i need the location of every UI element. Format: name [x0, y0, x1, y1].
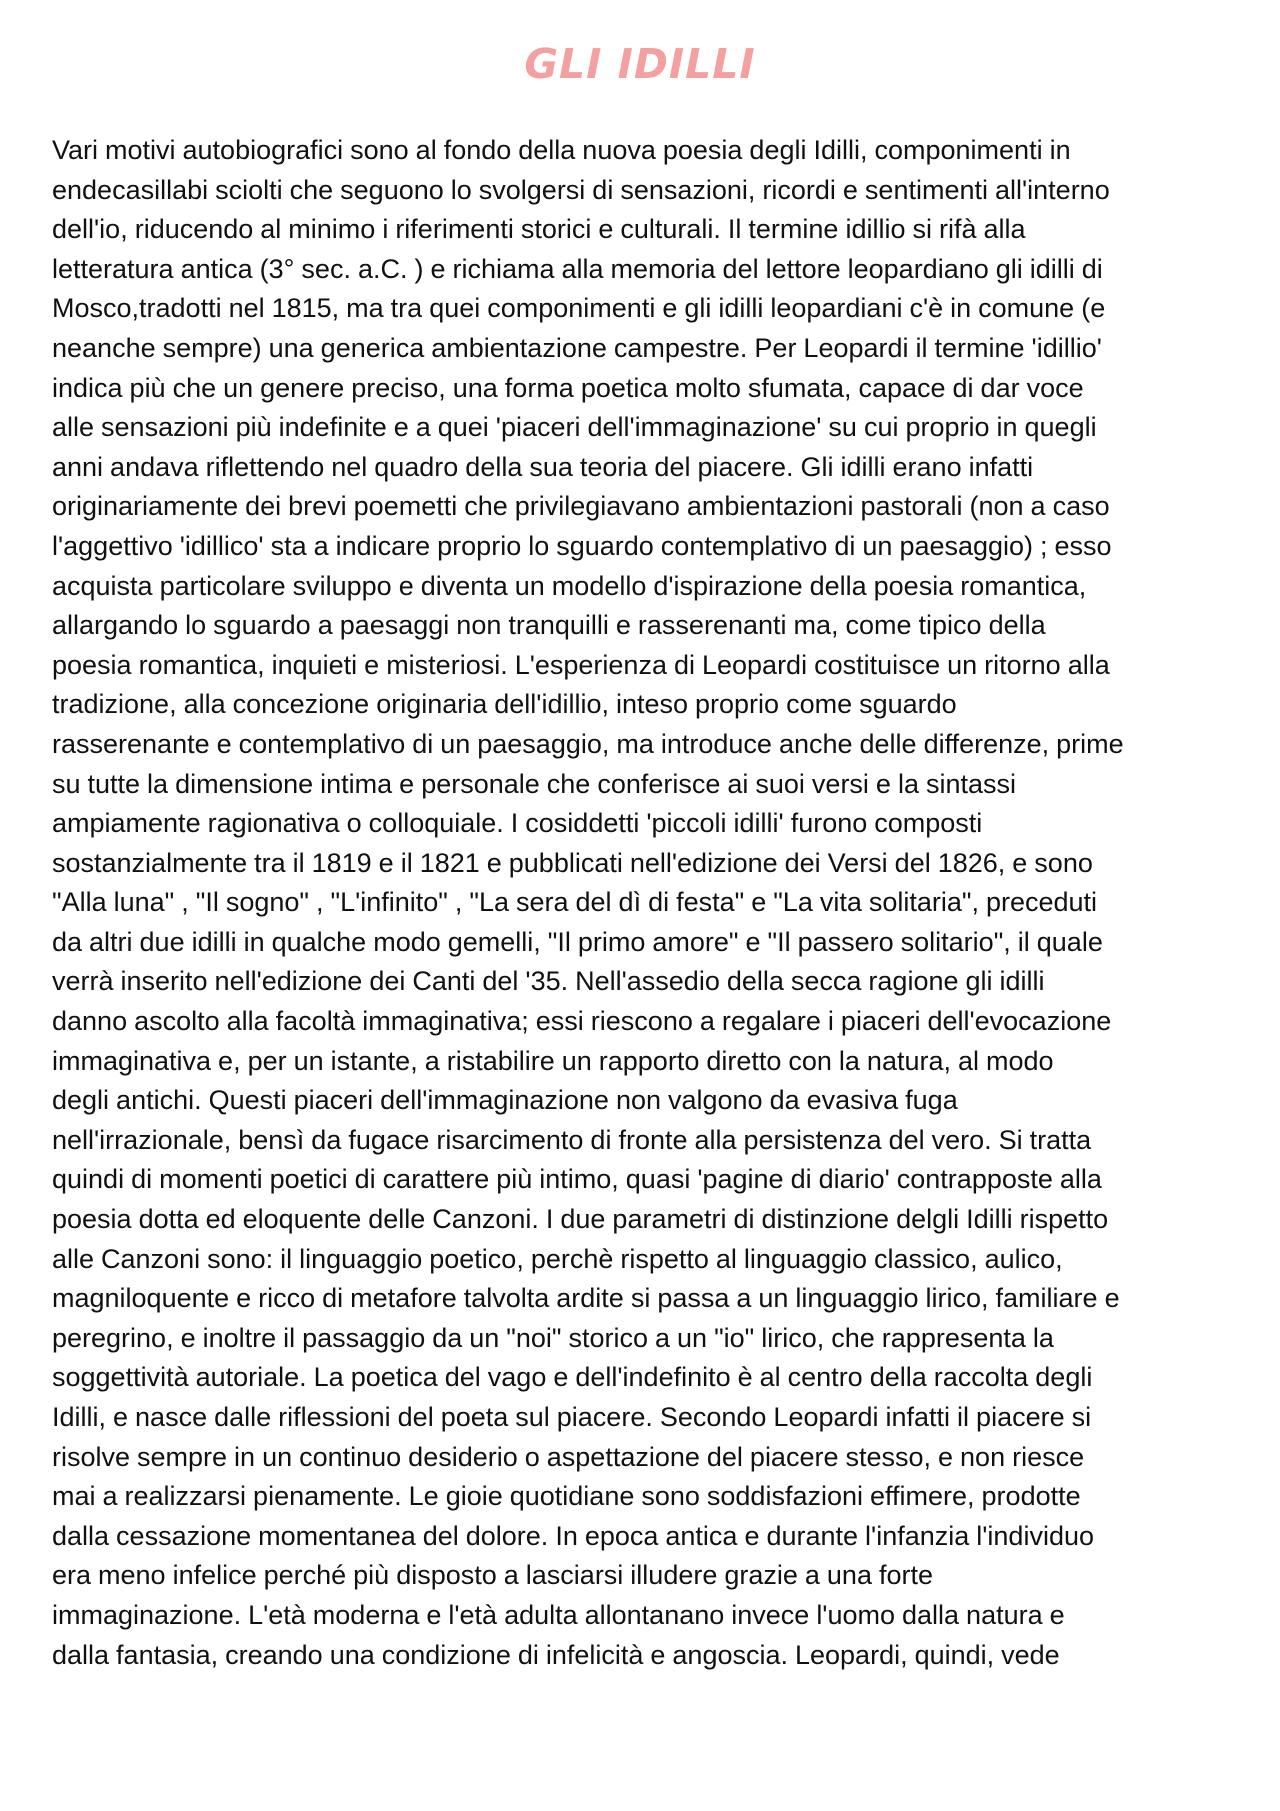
page-title: GLI IDILLI — [524, 40, 756, 88]
body-text: Vari motivi autobiografici sono al fondo della nuova poesia degli Idilli, componimenti in endecasillabi sciolti che seguono lo svolgersi di sensazioni, ricordi e sentimenti all'interno dell'io, riducendo al minimo i riferimenti storici e culturali. Il termine idillio si rifà alla letteratura antica (3° sec. a.C. ) e richiama alla memoria del lettore leopardiano gli idilli di Mosco,tradotti nel 1815, ma tra quei componimenti e gli idilli leopardiani c'è in comune (e neanche sempre) una generica ambientazione campestre. Per Leopardi il termine 'idillio' indica più che un genere preciso, una forma poetica molto sfumata, capace di dar voce alle sensazioni più indefinite e a quei 'piaceri dell'immaginazione' su cui proprio in quegli anni andava riflettendo nel quadro della sua teoria del piacere. Gli idilli erano infatti originariamente dei brevi poemetti che privilegiavano ambientazioni pastorali (non a caso l'aggettivo 'idillico' sta a indicare proprio lo sguardo contemplativo di un paesaggio) ; esso acquista particolare sviluppo e diventa un modello d'ispirazione della poesia romantica, allargando lo sguardo a paesaggi non tranquilli e rasserenanti ma, come tipico della poesia romantica, inquieti e misteriosi. L'esperienza di Leopardi costituisce un ritorno alla tradizione, alla concezione originaria dell'idillio, inteso proprio come sguardo rasserenante e contemplativo di un paesaggio, ma introduce anche delle differenze, prime su tutte la dimensione intima e personale che conferisce ai suoi versi e la sintassi ampiamente ragionativa o colloquiale. I cosiddetti 'piccoli idilli' furono composti sostanzialmente tra il 1819 e il 1821 e pubblicati nell'edizione dei Versi del 1826, e sono "Alla luna" , "Il sogno" , "L'infinito" , "La sera del dì di festa" e "La vita solitaria", preceduti da altri due idilli in qualche modo gemelli, "Il primo amore" e "Il passero solitario", il quale verrà inserito nell'edizione dei Canti del '35. Nell'assedio della secca ragione gli idilli danno ascolto alla facoltà immaginativa; essi riescono a regalare i piaceri dell'evocazione immaginativa e, per un istante, a ristabilire un rapporto diretto con la natura, al modo degli antichi. Questi piaceri dell'immaginazione non valgono da evasiva fuga nell'irrazionale, bensì da fugace risarcimento di fronte alla persistenza del vero. Si tratta quindi di momenti poetici di carattere più intimo, quasi 'pagine di diario' contrapposte alla poesia dotta ed eloquente delle Canzoni. I due parametri di distinzione delgli Idilli rispetto alle Canzoni sono: il linguaggio poetico, perchè rispetto al linguaggio classico, aulico, magniloquente e ricco di metafore talvolta ardite si passa a un linguaggio lirico, familiare e peregrino, e inoltre il passaggio da un "noi" storico a un "io" lirico, che rappresenta la soggettività autoriale. La poetica del vago e dell'indefinito è al centro della raccolta degli Idilli, e nasce dalle riflessioni del poeta sul piacere. Secondo Leopardi infatti il piacere si risolve sempre in un continuo desiderio o aspettazione del piacere stesso, e non riesce mai a realizzarsi pienamente. Le gioie quotidiane sono soddisfazioni effimere, prodotte dalla cessazione momentanea del dolore. In epoca antica e durante l'infanzia l'individuo era meno infelice perché più disposto a lasciarsi illudere grazie a una forte immaginazione. L'età moderna e l'età adulta allontanano invece l'uomo dalla natura e dalla fantasia, creando una condizione di infelicità e angoscia. Leopardi, quindi, vede — [52, 135, 1124, 1670]
